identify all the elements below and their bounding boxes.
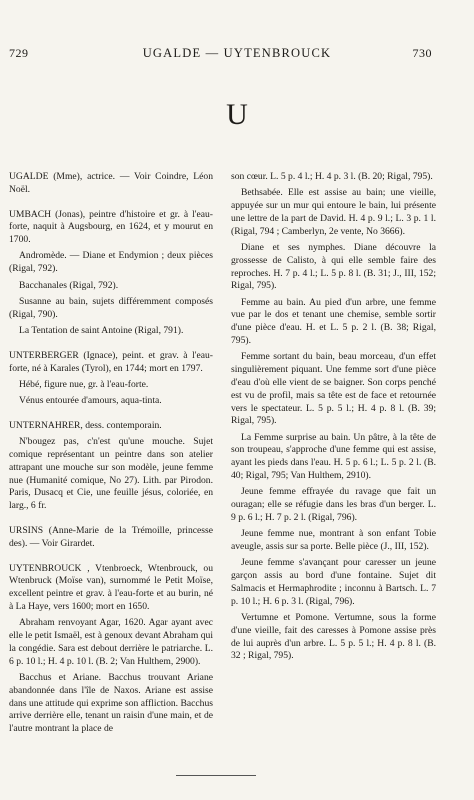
description-paragraph: Vénus entourée d'amours, aqua-tinta.	[19, 395, 162, 407]
bottom-rule	[176, 775, 256, 776]
right-column	[231, 171, 436, 667]
description-paragraph: N'bougez pas, c'n'est qu'une mouche. Sujet comique représentant un peintre dans son atelier attrapant une mouche sur son modèle, jeune femme nue (Humanité comique, No 27). Lith. par Pirodon. Paris, Dusacq et Cie, une feuille jésus, coloriée, en larg., 6 fr.	[9, 436, 213, 512]
description-paragraph: Femme sortant du bain, beau morceau, d'un effet singulièrement piquant. Une femme sort d'une pièce d'eau d'où elle vient de se baigner. Son corps penché est vu de profil, mais sa tête est de face et retournée vers le spectateur. L. 5 p. 5 l.; H. 4 p. 8 l. (B. 39; Rigal, 795).	[231, 351, 436, 427]
page-number-right: 730	[412, 46, 432, 60]
description-paragraph: Jeune femme nue, montrant à son enfant Tobie aveugle, assis sur sa porte. Belle pièce (J., III, 152).	[231, 528, 436, 553]
ornamental-letter: U	[226, 98, 248, 131]
description-paragraph: Jeune femme effrayée du ravage que fait un ouragan; elle se réfugie dans les bras d'un berger. L. 9 p. 6 l.; H. 7 p. 2 l. (Rigal, 796).	[231, 486, 436, 523]
description-paragraph: La Tentation de saint Antoine (Rigal, 791).	[19, 324, 184, 336]
description-paragraph: Vertumne et Pomone. Vertumne, sous la forme d'une vieille, fait des caresses à Pomone assise près de lui auprès d'un arbre. L. 5 p. 5 l.; H. 4 p. 8 l. (B. 32 ; Rigal, 795).	[231, 612, 436, 662]
description-paragraph: Bethsabée. Elle est assise au bain; une vieille, appuyée sur un mur qui entoure le bain, lui présente une lettre de la part de David. H. 4 p. 9 l.; L. 3 p. 1 l. (Rigal, 794 ; Camberlyn, 2e vente, No 3666).	[231, 187, 436, 237]
description-paragraph: La Femme surprise au bain. Un pâtre, à la tête de son troupeau, s'approche d'une femme qui est assise, ayant les pieds dans l'eau. H. 5 p. 6 l.; L. 5 p. 2 l. (B. 40; Rigal, 795; Van Hulthem, 2910).	[231, 431, 436, 482]
description-paragraph: Bacchus et Ariane. Bacchus trouvant Ariane abandonnée dans l'île de Naxos. Ariane est assise dans une attitude qui exprime son affliction. Bacchus arrive derrière elle, tenant un raisin d'une main, et de l'autre montrant la place de	[9, 672, 213, 735]
page-number-left: 729	[9, 46, 29, 60]
entry-paragraph: UMBACH (Jonas), peintre d'histoire et gr. à l'eau-forte, naquit à Augsbourg, en 1624, et y mourut en 1700.	[9, 208, 213, 246]
entry-paragraph: UGALDE (Mme), actrice. — Voir Coindre, Léon Noël.	[9, 171, 213, 195]
entry-paragraph: UNTERBERGER (Ignace), peint. et grav. à l'eau-forte, né à Karales (Tyrol), en 1744; mort en 1797.	[9, 349, 213, 374]
description-paragraph: Diane et ses nymphes. Diane découvre la grossesse de Calisto, à qui elle semble faire des reproches. H. 7 p. 4 l.; L. 5 p. 8 l. (B. 31; J., III, 152; Rigal, 795).	[231, 241, 436, 292]
description-paragraph: Hébé, figure nue, gr. à l'eau-forte.	[19, 378, 149, 390]
description-paragraph: Bacchanales (Rigal, 792).	[19, 279, 119, 291]
running-title: UGALDE — UYTENBROUCK	[142, 46, 332, 60]
running-header	[0, 46, 474, 66]
entry-paragraph: UNTERNAHRER, dess. contemporain.	[9, 419, 162, 431]
description-paragraph: Jeune femme s'avançant pour caresser un jeune garçon assis au bord d'une fontaine. Sujet dit Salmacis et Hermaphrodite ; inconnu à Bartsch. L. 7 p. 10 l.; H. 6 p. 3 l. (Rigal, 796).	[231, 557, 436, 607]
entry-paragraph: URSINS (Anne-Marie de la Trémoille, princesse des). — Voir Girardet.	[9, 525, 213, 549]
description-paragraph: Susanne au bain, sujets différemment composés (Rigal, 790).	[9, 295, 213, 320]
description-paragraph: Femme au bain. Au pied d'un arbre, une femme vue par le dos et tenant une chemise, semble sortir d'une pièce d'eau. H. et L. 5 p. 2 l. (B. 38; Rigal, 795).	[231, 296, 436, 347]
description-paragraph: Abraham renvoyant Agar, 1620. Agar ayant avec elle le petit Ismaël, est à genoux devant Abraham qui la congédie. Sara est debout derrière le patriarche. L. 6 p. 10 l.; H. 4 p. 10 l. (B. 2; Van Hulthem, 2900).	[9, 617, 213, 667]
entry-paragraph: son cœur. L. 5 p. 4 l.; H. 4 p. 3 l. (B. 20; Rigal, 795).	[231, 171, 433, 182]
left-column	[9, 171, 213, 739]
entry-paragraph: UYTENBROUCK , Vtenbroeck, Wtenbrouck, ou Wtenbruck (Moïse van), surnommé le Petit Moïse, excellent peintre et grav. à l'eau-forte et au burin, né à La Haye, vers 1600; mort en 1650.	[9, 562, 213, 613]
description-paragraph: Andromède. — Diane et Endymion ; deux pièces (Rigal, 792).	[9, 250, 213, 275]
